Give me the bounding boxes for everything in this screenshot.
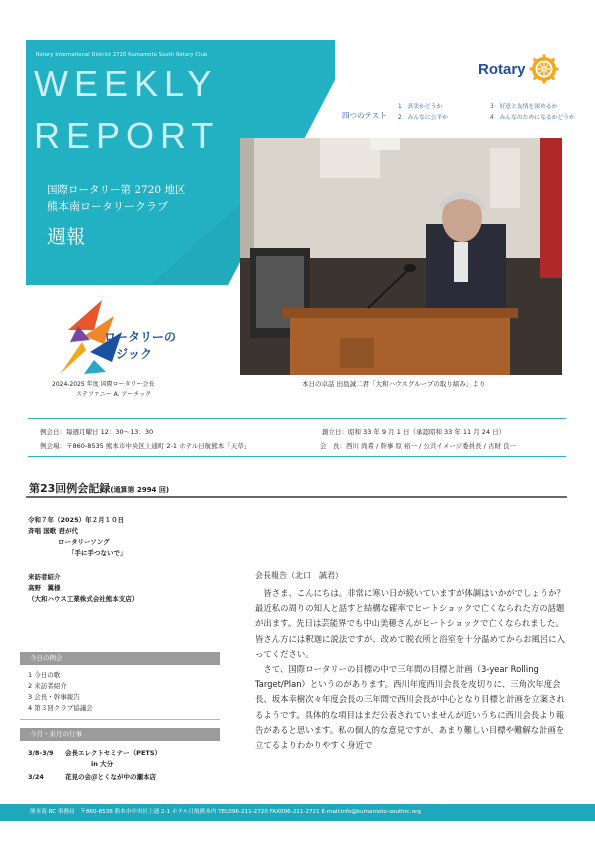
info-rule-bottom — [28, 456, 566, 457]
program-item: 3 会長・幹事報告 — [28, 693, 80, 701]
visitor-company: （大和ハウス工業株式会社熊本支店） — [28, 595, 139, 603]
president-name: ステファニー A. アーチック — [76, 391, 152, 398]
rotary-wheel-icon — [529, 54, 559, 84]
event-title: 会長エレクトセミナー（PETS） — [65, 749, 161, 757]
meeting-venue: 例会場：〒860-8535 熊本市中央区上通町 2-1 ホテル日航熊本「天草」 — [40, 442, 251, 450]
founded-date: 創立日：昭和 33 年 9 月 1 日（承認昭和 33 年 11 月 24 日） — [322, 428, 506, 436]
info-rule-top — [28, 418, 566, 419]
visitor-heading: 来訪者紹介 — [28, 573, 61, 581]
president-title: 2024-2025 年度 国際ロータリー会長 — [52, 381, 155, 388]
four-way-test-item: 4 みんなのためになるかどうか — [490, 115, 575, 121]
rotary-wordmark: Rotary — [478, 60, 526, 78]
president-report-heading: 会長報告（北口 誠君） — [255, 571, 343, 580]
district-japanese: 国際ロータリー第 2720 地区 — [47, 184, 186, 196]
title-weekly: WEEKLY — [34, 63, 218, 104]
rotary-logo — [478, 54, 559, 84]
today-program-heading: 今日の例会 — [20, 652, 220, 665]
club-officers: 会 長：西川 尚希 / 幹事 原 裕一 / 公共イメージ委員長 / 古財 良一 — [320, 442, 517, 450]
program-item: 4 第３回クラブ協議会 — [28, 704, 93, 712]
visitor-name: 高野 翼様 — [28, 584, 61, 592]
report-paragraph: さて、国際ロータリーの目標の中で三年間の目標と計画（3-year Rolling Target/Plan）というのがあります。西川年度西川会長を皮切りに、三角次年度会長、坂本幸樹次々年度会長の三年間で西川会長が中心となり目標と計画を立案されるようです。具体的な項目はまだ公表されていませんが近いうちに西川会長より報告があると思います。私の個人的な意見ですが、あまり難しい目標や難解な計画を立てるよりわかりやすく身近で — [255, 664, 565, 751]
events-heading: 今月・来月の行事 — [20, 728, 220, 741]
weekly-label: 週報 — [47, 226, 86, 248]
four-way-test-title: 四つのテスト — [342, 111, 387, 120]
president-report-body — [255, 586, 567, 753]
theme-title-line2: マジック — [104, 347, 153, 361]
speaker-photo-illustration — [240, 138, 562, 375]
four-way-test — [398, 102, 582, 124]
opening-song-title: 「手に手つないで」 — [68, 549, 127, 557]
opening-anthem: 斉唱 国歌 君が代 — [28, 527, 79, 535]
footer-contact: 熊本南 RC 事務局 〒860-8536 熊本市中央区上通 2-1 ホテル日航熊本内 TEL096-211-2720 FAX096-211-2721 E-mail:info@kumamoto-southrc.org — [0, 804, 595, 821]
event-title: 花見の会＠とくなが中の瀬本店 — [65, 773, 156, 781]
record-title-text: 第23回例会記録 — [29, 482, 111, 495]
title-report: REPORT — [34, 115, 220, 156]
club-name: 熊本南ロータリークラブ — [47, 200, 168, 213]
program-divider — [20, 719, 220, 720]
event-location: in 大分 — [91, 760, 114, 768]
four-way-test-item: 3 好意と友情を深めるか — [490, 104, 558, 110]
meeting-schedule: 例会日：毎週月曜日 12：30～13：30 — [40, 428, 154, 436]
meeting-record-title — [29, 480, 169, 496]
four-way-test-item: 1 真実かどうか — [398, 104, 443, 110]
photo-caption: 本日の卓話 田島誠二君「大和ハウスグループの取り組み」より — [302, 380, 486, 388]
program-item: 1 今日の歌 — [28, 671, 61, 679]
opening-song: ロータリーソング — [58, 538, 110, 546]
record-title-rule — [26, 496, 567, 498]
speaker-photo — [240, 138, 562, 375]
event-date: 3/8-3/9 — [28, 749, 54, 757]
four-way-test-item: 2 みんなに公平か — [398, 115, 449, 121]
event-date: 3/24 — [28, 773, 44, 781]
meeting-date: 令和７年（2025）年２月１０日 — [28, 516, 125, 524]
program-item: 2 来訪者紹介 — [28, 682, 67, 690]
record-subtitle: (通算第 2994 回) — [110, 486, 170, 494]
district-english: Rotary International District 2720 Kumamoto South Rotary Club — [36, 52, 208, 58]
theme-title-line1: ロータリーの — [104, 330, 177, 344]
report-paragraph: 皆さま、こんにちは。非常に寒い日が続いていますが体調はいかがでしょうか？最近私の周りの知人と話すと結構な確率でヒートショックで亡くなられた方の話題が出ます。先日は芸能界でも中山美穂さんがヒートショックで亡くなられました。皆さん方には釈迦に説法ですが、改めて脱衣所と浴室を十分温めてからお風呂に入ってください。 — [255, 588, 565, 659]
